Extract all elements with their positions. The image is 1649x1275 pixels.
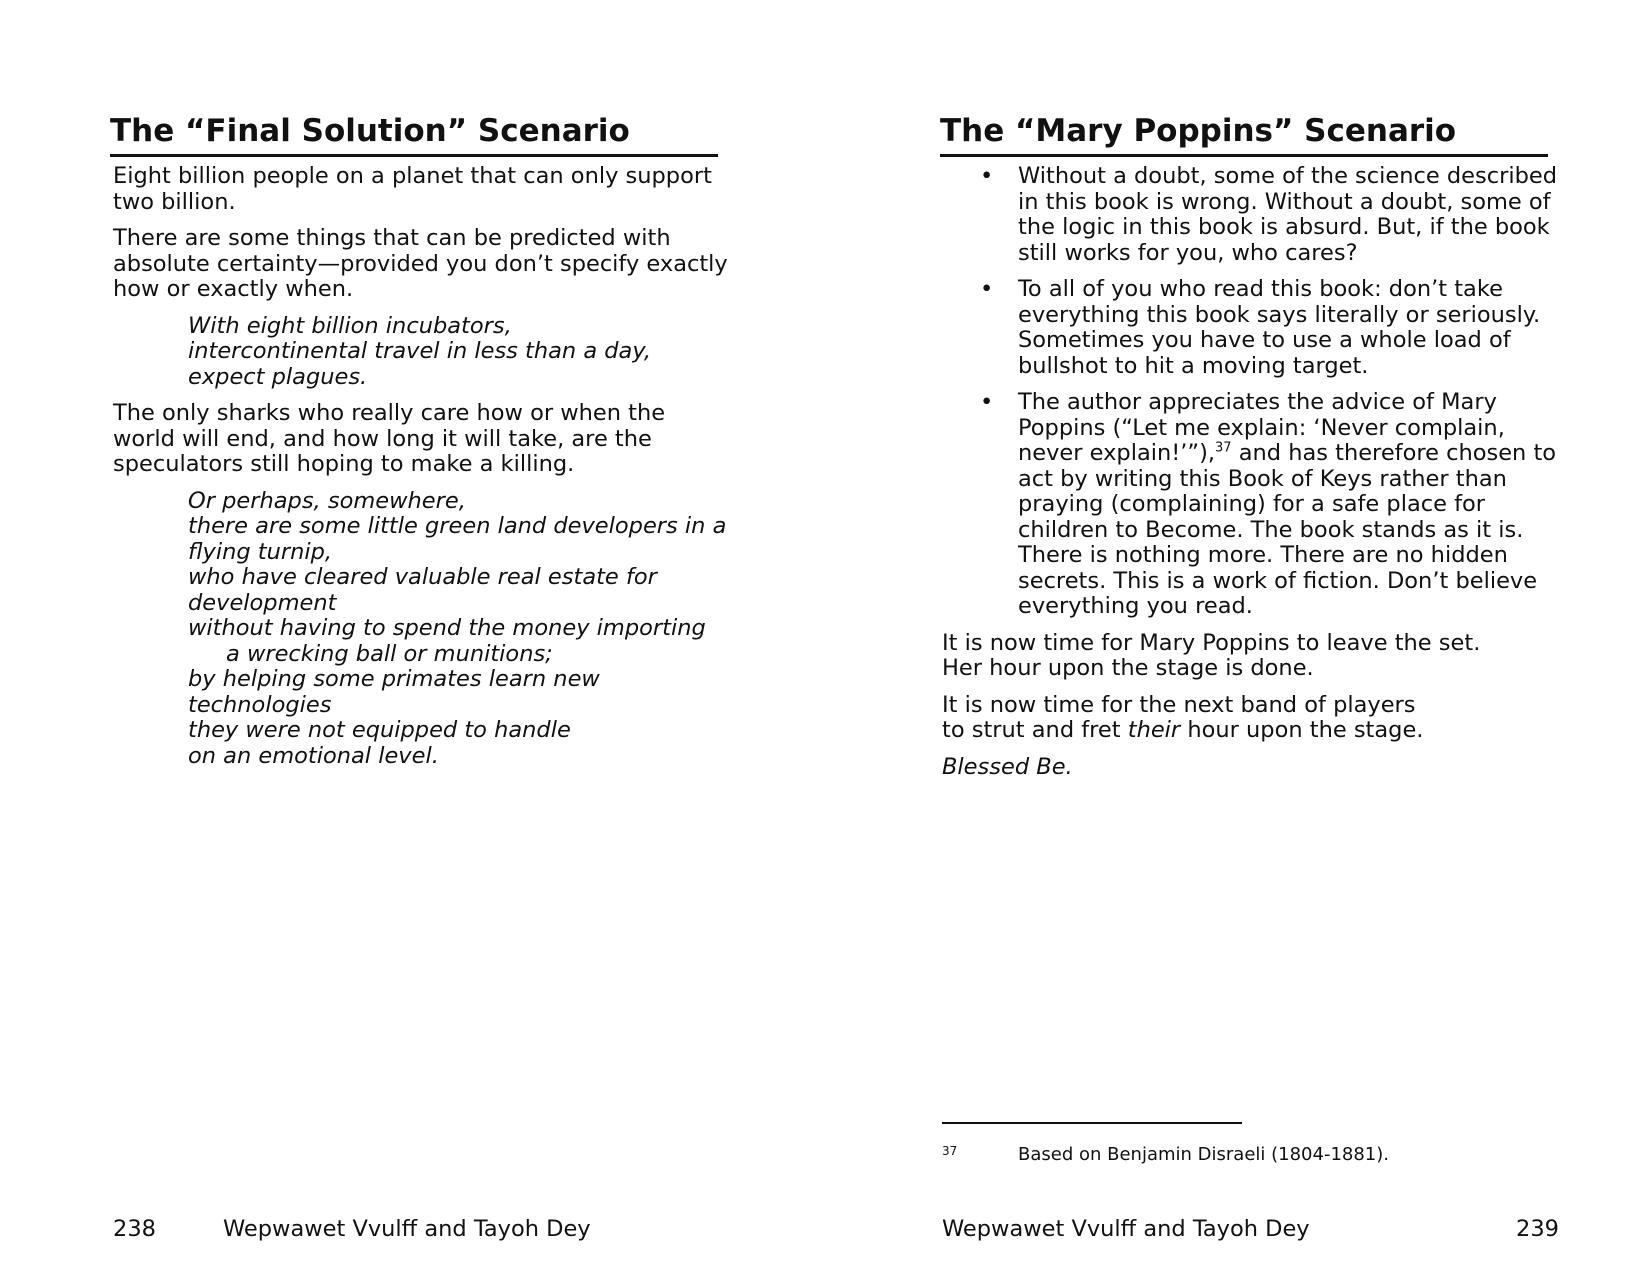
list-item [942, 277, 1567, 379]
paragraph-line: It is now time for Mary Poppins to leave the set. [942, 629, 1481, 656]
body-text [942, 164, 1567, 791]
list-item-text: Without a doubt, some of the science described in this book is wrong. Without a doubt, some of the logic in this book is absurd. But, if the book still works for you, who cares? [1018, 163, 1558, 266]
paragraph-line: Her hour upon the stage is done. [942, 655, 1314, 681]
verse-line: Or perhaps, somewhere, [188, 487, 466, 514]
paragraph: There are some things that can be predicted with absolute certainty—provided you don’t specify exactly how or exactly when. [113, 225, 728, 302]
verse-line: intercontinental travel in less than a day, [188, 338, 652, 364]
page-number: 238 [113, 1216, 156, 1242]
bullet-icon: • [980, 389, 994, 415]
list-item [942, 390, 1567, 620]
paragraph: Eight billion people on a planet that can only support two billion. [113, 163, 712, 215]
footnote-text: Based on Benjamin Disraeli (1804-1881). [1018, 1144, 1389, 1165]
bullet-icon: • [980, 163, 994, 189]
bullet-list [942, 164, 1567, 620]
footnote-divider [942, 1122, 1242, 1124]
list-item-text: To all of you who read this book: don’t take everything this book says literally or seriously. Sometimes you have to use a whole load of bullshot to hit a moving target. [1018, 276, 1541, 379]
body-text [113, 164, 733, 780]
verse-line: they were not equipped to handle [188, 717, 571, 743]
emphasis: their [1127, 717, 1181, 743]
verse-line: there are some little green land developers in a flying turnip, [188, 513, 727, 565]
page-heading: The “Final Solution” Scenario [110, 110, 718, 157]
closing-line [942, 755, 1567, 781]
paragraph-line: to strut and fret [942, 717, 1128, 743]
paragraph: The only sharks who really care how or when the world will end, and how long it will take, are the speculators still hoping to make a killing. [113, 400, 666, 477]
verse-line: by helping some primates learn new technologies [188, 666, 600, 718]
running-title: Wepwawet Vvulff and Tayoh Dey [223, 1216, 591, 1242]
closing-text: Blessed Be. [942, 753, 1073, 780]
list-item [942, 164, 1567, 266]
list-item-text: The author appreciates the advice of Mary Poppins (“Let me explain: ‘Never complain, never explain!’”), [1018, 389, 1505, 466]
page-heading: The “Mary Poppins” Scenario [940, 110, 1548, 157]
page-number: 239 [1516, 1216, 1559, 1242]
running-title: Wepwawet Vvulff and Tayoh Dey [942, 1216, 1310, 1242]
verse-line: With eight billion incubators, [188, 312, 512, 339]
verse-line: who have cleared valuable real estate for development [188, 564, 657, 616]
verse-line: expect plagues. [188, 363, 368, 390]
paragraph-line: It is now time for the next band of players [942, 691, 1416, 718]
bullet-icon: • [980, 276, 994, 302]
verse-block [188, 314, 733, 391]
left-page [0, 0, 824, 1275]
footnote-number: 37 [942, 1144, 958, 1158]
paragraph [942, 631, 1567, 682]
footnote-reference[interactable]: 37 [1215, 440, 1232, 456]
right-page [824, 0, 1649, 1275]
list-item-text: and has therefore chosen to act by writing this Book of Keys rather than praying (complaining) for a safe place for children to Become. The book stands as it is. There is nothing more. There are no hidden secrets. This is a work of fiction. Don’t believe everything you read. [1018, 440, 1557, 619]
footnote [942, 1144, 1389, 1166]
verse-line: without having to spend the money importing [188, 615, 706, 641]
paragraph-line: hour upon the stage. [1180, 717, 1424, 743]
paragraph [942, 693, 1567, 744]
verse-block [188, 489, 733, 770]
verse-line: on an emotional level. [188, 742, 439, 769]
verse-line: a wrecking ball or munitions; [226, 640, 553, 667]
